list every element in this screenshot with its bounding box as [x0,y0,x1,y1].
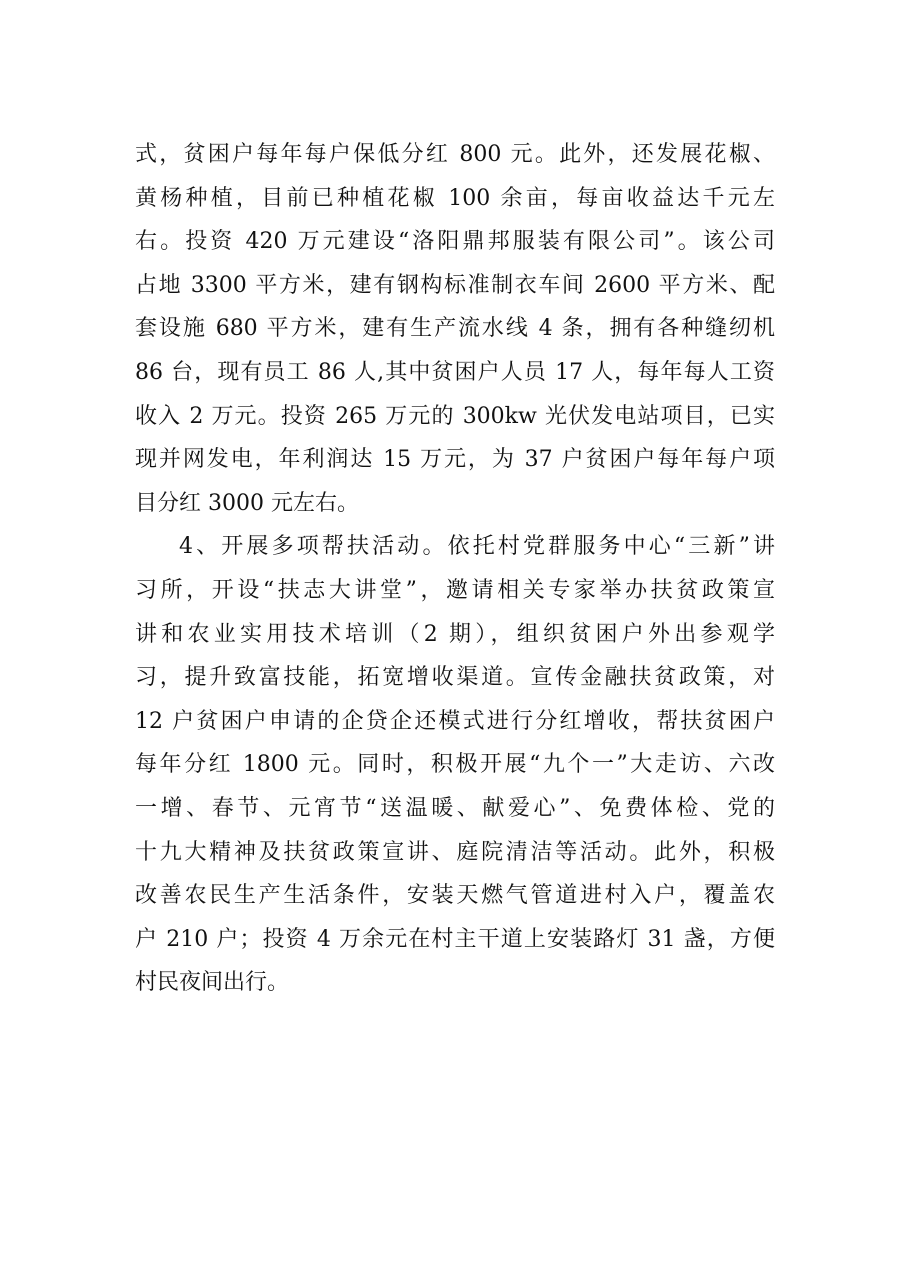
text-line: 黄杨种植，目前已种植花椒 100 余亩，每亩收益达千元左 [135,185,775,211]
text-line: 村民夜间出行。 [135,970,290,996]
text-line: 套设施 680 平方米，建有生产流水线 4 条，拥有各种缝纫机 [135,316,775,342]
text-line: 习，提升致富技能，拓宽增收渠道。宣传金融扶贫政策，对 [135,665,775,691]
text-line: 习所，开设“扶志大讲堂”，邀请相关专家举办扶贫政策宣 [135,577,775,603]
text-line: 收入 2 万元。投资 265 万元的 300kw 光伏发电站项目，已实 [135,403,775,429]
text-line: 12 户贫困户申请的企贷企还模式进行分红增收，帮扶贫困户 [135,708,775,734]
text-line: 右。投资 420 万元建设“洛阳鼎邦服装有限公司”。该公司 [135,229,775,255]
text-line: 改善农民生产生活条件，安装天燃气管道进村入户，覆盖农 [135,883,775,909]
text-line: 占地 3300 平方米，建有钢构标准制衣车间 2600 平方米、配 [135,272,775,298]
text-line: 一增、春节、元宵节“送温暖、献爱心”、免费体检、党的 [135,795,775,821]
text-line: 户 210 户；投资 4 万余元在村主干道上安装路灯 31 盏，方便 [135,926,775,952]
text-line: 十九大精神及扶贫政策宣讲、庭院清洁等活动。此外，积极 [135,839,775,865]
text-line: 目分红 3000 元左右。 [135,490,359,516]
body-text [135,133,775,1005]
text-line: 现并网发电，年利润达 15 万元，为 37 户贫困户每年每户项 [135,447,775,473]
text-line: 4、开展多项帮扶活动。依托村党群服务中心“三新”讲 [179,534,775,560]
text-line: 式，贫困户每年每户保低分红 800 元。此外，还发展花椒、 [135,142,775,167]
text-line: 讲和农业实用技术培训（2 期），组织贫困户外出参观学 [135,621,775,647]
text-line: 每年分红 1800 元。同时，积极开展“九个一”大走访、六改 [135,752,775,778]
text-line: 86 台，现有员工 86 人,其中贫困户人员 17 人，每年每人工资 [135,359,775,385]
